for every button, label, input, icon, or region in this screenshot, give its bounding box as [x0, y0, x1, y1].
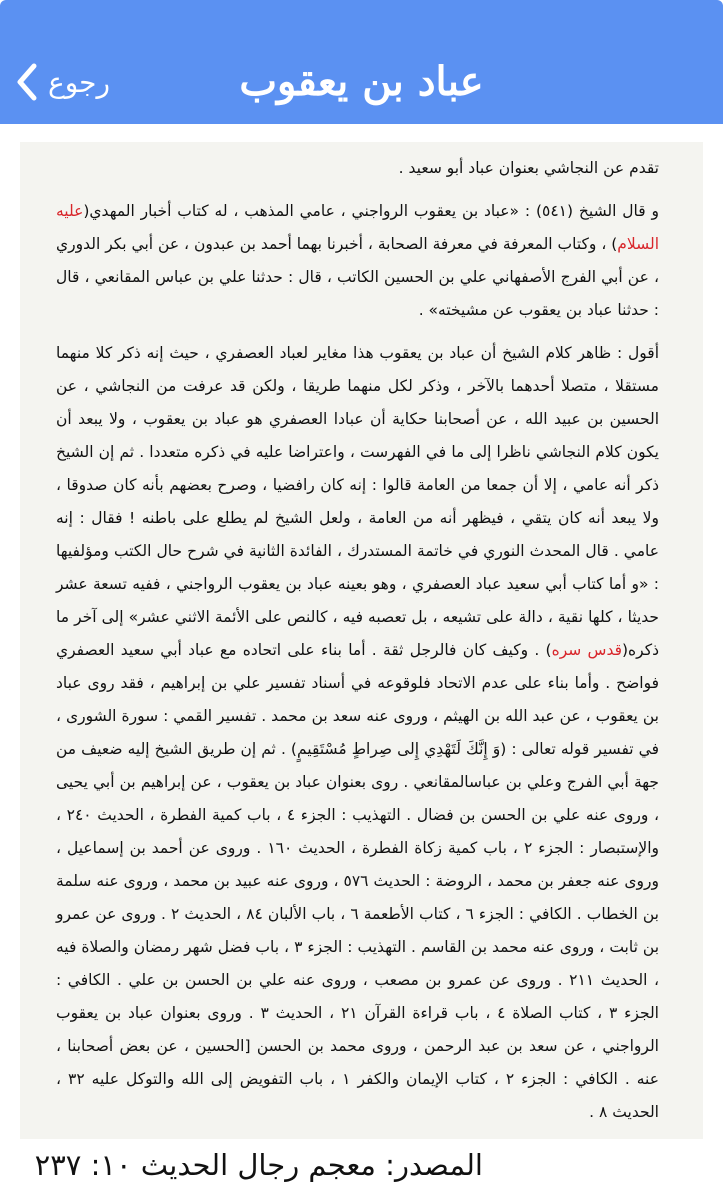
paragraph-3: [56, 337, 659, 1129]
paragraph-2: [56, 195, 659, 327]
paragraph-2-text: و قال الشيخ (٥٤١) : «عباد بن يعقوب الرواجني ، عامي المذهب ، له كتاب أخبار المهدي(: [83, 202, 660, 220]
honorific-text: قدس سره: [551, 641, 622, 659]
page-title: عباد بن يعقوب: [239, 58, 484, 105]
paragraph-1: تقدم عن النجاشي بعنوان عباد أبو سعيد .: [398, 159, 659, 177]
header-bar: [0, 0, 723, 124]
paragraph-2-text-end: ) ، وكتاب المعرفة في معرفة الصحابة ، أخبرنا بهما أحمد بن عبدون ، عن أبي بكر الدوري ، عن أبي الفرج الأصفهاني علي بن الحسين الكاتب ، قال : حدثنا علي بن عباس المقانعي ، قال : حدثنا عباد بن يعقوب عن مشيخته» .: [56, 235, 659, 319]
paragraph-3-text: أقول : ظاهر كلام الشيخ أن عباد بن يعقوب هذا مغاير لعباد العصفري ، حيث إنه ذكر كلا منهما مستقلا ، متصلا أحدهما بالآخر ، وذكر لكل منهما طريقا ، ولكن قد عرفت من النجاشي ، عن الحسين بن عبيد الله ، عن أصحابنا حكاية أن عبادا العصفري هو عباد بن يعقوب ، ولا يبعد أن يكون كلام النجاشي ناظرا إلى ما في الفهرست ، واعتراضا عليه في ذكره متعددا . ثم إن الشيخ ذكر أنه عامي ، إلا أن جمعا من العامة قالوا : إنه كان رافضيا ، وصرح بعضهم بأنه كان صدوقا ، ولا يبعد أنه كان يتقي ، فيظهر أنه من العامة ، ولعل الشيخ لم يطلع على باطنه ! فقال : إنه عامي . قال المحدث النوري في خاتمة المستدرك ، الفائدة الثانية في شرح حال الكتب ومؤلفيها : «و أما كتاب أبي سعيد عباد العصفري ، وهو بعينه عباد بن يعقوب الرواجني ، ففيه تسعة عشر حديثا ، كلها نقية ، دالة على تشيعه ، بل تعصبه فيه ، كالنص على الأئمة الاثني عشر» إلى آخر ما ذكره(: [56, 344, 660, 659]
paragraph-3-text-end: ) . وكيف كان فالرجل ثقة . أما بناء على اتحاده مع عباد أبي سعيد العصفري فواضح . وأما بناء على عدم الاتحاد فلوقوعه في أسناد تفسير علي بن إبراهيم ، فقد روى عباد بن يعقوب ، عن عبد الله بن الهيثم ، وروى عنه سعد بن محمد . تفسير القمي : سورة الشورى ، في تفسير قوله تعالى : (وَ إِنَّكَ لَتَهْدِي إِلى صِراطٍ مُسْتَقِيمٍ) . ثم إن طريق الشيخ إليه ضعيف من جهة أبي الفرج وعلي بن عباسالمقانعي . روى بعنوان عباد بن يعقوب ، عن إبراهيم بن أبي يحيى ، وروى عنه علي بن الحسن بن فضال . التهذيب : الجزء ٤ ، باب كمية الفطرة ، الحديث ٢٤٠ ، والإستبصار : الجزء ٢ ، باب كمية زكاة الفطرة ، الحديث ١٦٠ . وروى عن أحمد بن إسماعيل ، وروى عنه جعفر بن محمد ، الروضة : الحديث ٥٧٦ ، وروى عنه عبيد بن محمد ، وروى عنه سلمة بن الخطاب . الكافي : الجزء ٦ ، كتاب الأطعمة ٦ ، باب الألبان ٨٤ ، الحديث ٢ . وروى عن عمرو بن ثابت ، وروى عنه محمد بن القاسم . التهذيب : الجزء ٣ ، باب فضل شهر رمضان والصلاة فيه ، الحديث ٢١١ . وروى عن عمرو بن مصعب ، وروى عنه علي بن الحسن بن علي . الكافي : الجزء ٣ ، كتاب الصلاة ٤ ، باب قراءة القرآن ٢١ ، الحديث ٣ . وروى بعنوان عباد بن يعقوب الرواجني ، عن سعد بن عبد الرحمن ، وروى محمد بن الحسن [الحسين ، عن بعض أصحابنا ، عنه . الكافي : الجزء ٢ ، كتاب الإيمان والكفر ١ ، باب التفويض إلى الله والتوكل عليه ٣٢ ، الحديث ٨ .: [56, 641, 660, 1121]
back-label: رجوع: [48, 65, 111, 99]
article-body: [20, 142, 703, 1139]
source-citation: المصدر: معجم رجال الحديث ١٠: ٢٣٧: [34, 1148, 483, 1182]
honorific-text: عليه السلام: [56, 202, 659, 253]
